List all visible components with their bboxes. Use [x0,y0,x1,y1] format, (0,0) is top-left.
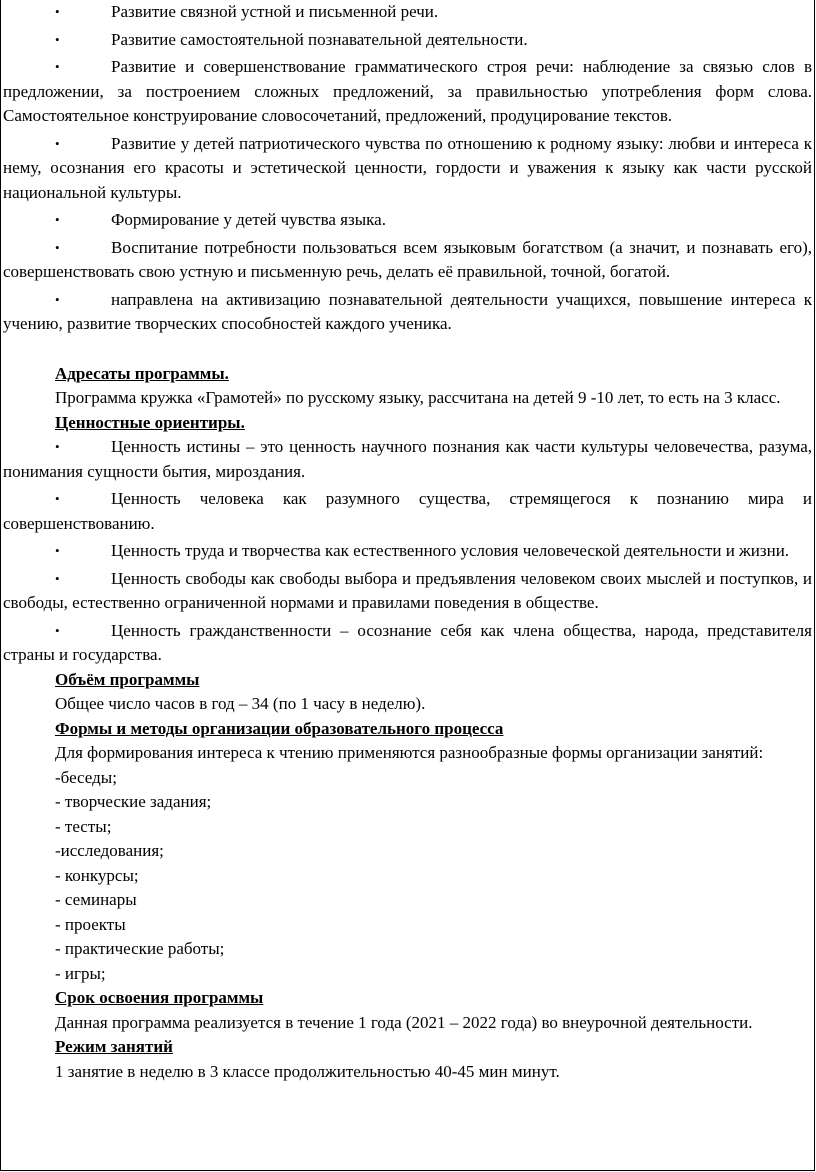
list-item: • Развитие у детей патриотического чувства по отношению к родному языку: любви и интереса к нему, осознания его красоты и эстетической ценности, гордости и уважения к языку как части русской национальной культуры. [3,133,812,202]
list-item: - проекты [55,914,126,934]
list-item: - конкурсы; [55,865,139,885]
goals-list [3,0,812,337]
schedule-text: 1 занятие в неделю в 3 классе продолжительностью 40-45 мин минут. [55,1061,560,1081]
schedule-heading: Режим занятий [55,1037,173,1056]
bullet-icon: • [55,491,60,506]
list-item: • Ценность человека как разумного существа, стремящегося к познанию мира и совершенствованию. [3,489,812,533]
forms-heading: Формы и методы организации образовательного процесса [55,718,504,738]
list-item: - творческие задания; [55,792,212,811]
bullet-icon: • [55,543,60,558]
bullet-icon: • [55,135,60,151]
forms-intro: Для формирования интереса к чтению применяются разнообразные формы организации занятий: [55,743,764,762]
values-heading: Ценностные ориентиры. [55,412,245,432]
bullet-icon: • [55,439,60,454]
list-item: • Ценность труда и творчества как естественного условия человеческой деятельности и жизни. [3,539,812,564]
list-item: - семинары [55,890,137,909]
volume-heading: Объём программы [55,669,200,689]
list-item: • Развитие связной устной и письменной речи. [3,0,812,25]
bullet-icon: • [55,59,60,74]
document-body [3,0,812,1084]
bullet-icon: • [55,570,60,586]
bullet-icon: • [55,31,60,47]
bullet-icon: • [55,291,60,307]
list-item: • Ценность истины – это ценность научного познания как части культуры человечества, разума, понимания сущности бытия, мироздания. [3,437,812,481]
term-text: Данная программа реализуется в течение 1 года (2021 – 2022 года) во внеурочной деятельности. [55,1012,753,1032]
bullet-icon: • [55,622,60,638]
list-item: • направлена на активизацию познавательной деятельности учащихся, повышение интереса к учению, развитие творческих способностей каждого ученика. [3,289,812,333]
list-item: • Ценность свободы как свободы выбора и предъявления человеком своих мыслей и поступков, и свободы, естественно ограниченной нормами и правилами поведения в обществе. [3,568,812,612]
bullet-icon: • [55,239,60,255]
bullet-icon: • [55,4,60,19]
forms-list [3,766,812,987]
list-item: - игры; [55,963,106,983]
list-item: -беседы; [55,767,117,787]
bullet-icon: • [55,212,60,227]
list-item: • Развитие самостоятельной познавательной деятельности. [3,28,812,53]
list-item: -исследования; [55,841,164,860]
list-item: - практические работы; [55,939,225,958]
list-item: - тесты; [55,816,112,836]
list-item: • Ценность гражданственности – осознание себя как члена общества, народа, представителя страны и государства. [3,620,812,664]
list-item: • Формирование у детей чувства языка. [3,208,812,233]
volume-text: Общее число часов в год – 34 (по 1 часу в неделю). [55,694,426,713]
values-list [3,435,812,668]
list-item: • Развитие и совершенствование грамматического строя речи: наблюдение за связью слов в предложении, за построением сложных предложений, за правильностью употребления форм слова. Самостоятельное конструирование словосочетаний, предложений, продуцирование текстов. [3,57,812,125]
list-item: • Воспитание потребности пользоваться всем языковым богатством (а значит, и познавать его), совершенствовать свою устную и письменную речь, делать её правильной, точной, богатой. [3,237,812,281]
addressees-text: Программа кружка «Грамотей» по русскому языку, рассчитана на детей 9 -10 лет, то есть на 3 класс. [55,388,781,407]
addressees-heading: Адресаты программы. [55,363,229,383]
term-heading: Срок освоения программы [55,988,264,1007]
